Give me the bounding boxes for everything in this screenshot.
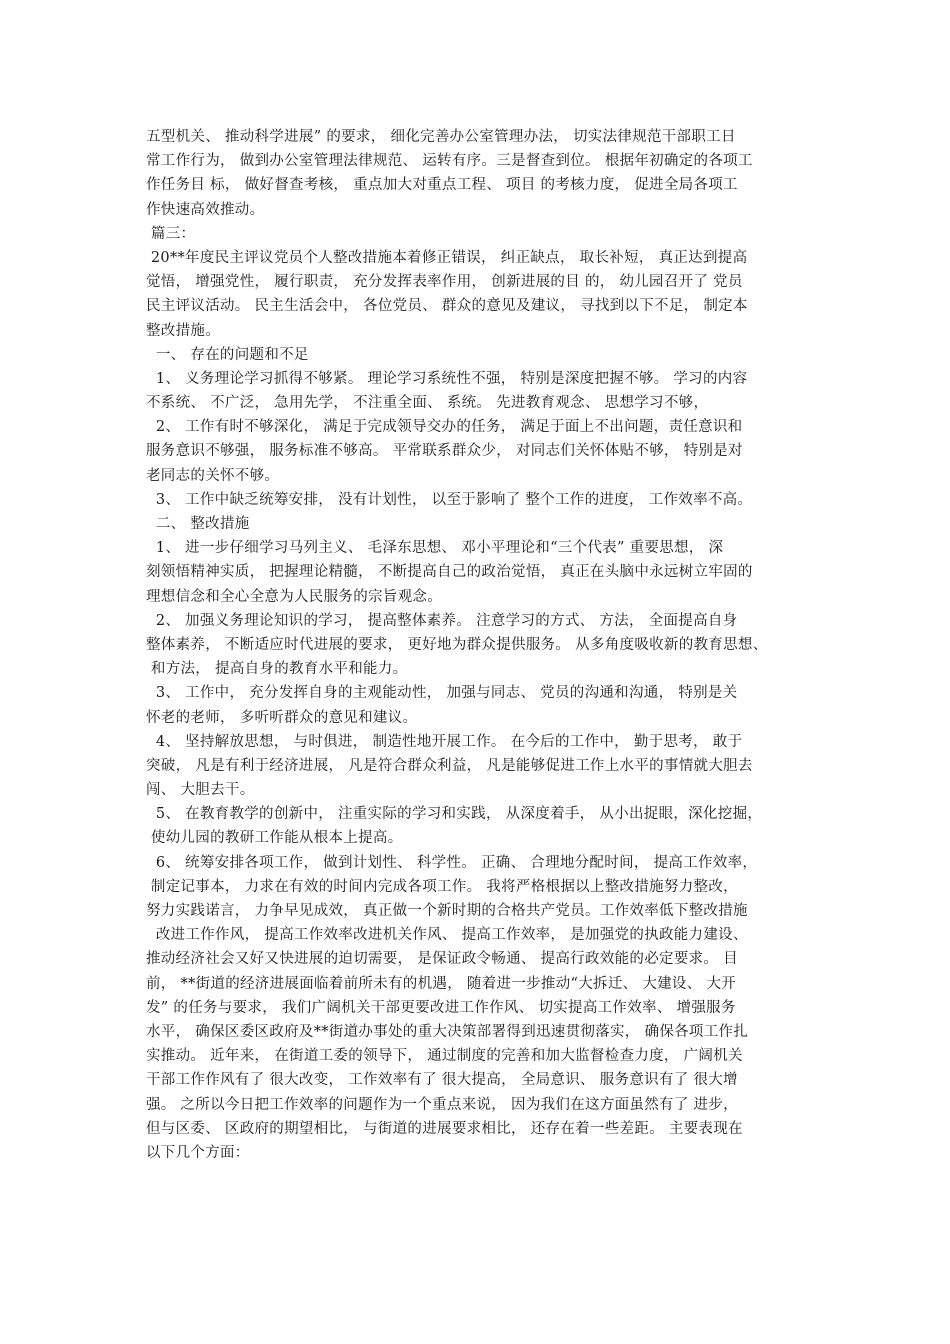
text-line: 20**年度民主评议党员个人整改措施本着修正错误， 纠正缺点， 取长补短， 真正达到提高: [146, 249, 748, 266]
text-line: 强。 之所以今日把工作效率的问题作为一个重点来说， 因为我们在这方面虽然有了 进步，: [146, 1096, 738, 1113]
text-line: 实推动。 近年来， 在街道工委的领导下， 通过制度的完善和加大监督检查力度， 广阔机关: [146, 1048, 743, 1065]
text-line: 民主评议活动。 民主生活会中， 各位党员、 群众的意见及建议， 寻找到以下不足， 制定本: [146, 298, 748, 315]
text-line: 整体素养， 不断适应时代进展的要求， 更好地为群众提供服务。 从多角度吸收新的教育思想、: [146, 636, 768, 653]
text-line: 五型机关、 推动科学进展” 的要求， 细化完善办公室管理办法， 切实法律规范干部职工日: [146, 129, 736, 145]
document-body: [146, 125, 818, 1165]
text-line: 前， **街道的经济进展面临着前所未有的机遇， 随着进一步推动“大拆迁、 大建设、 大开: [146, 975, 737, 992]
text-line: 1、 进一步仔细学习马列主义、 毛泽东思想、 邓小平理论和“三个代表” 重要思想， 深: [146, 540, 724, 557]
text-line: 和方法， 提高自身的教育水平和能力。: [146, 661, 408, 678]
text-line: 2、 加强义务理论知识的学习， 提高整体素养。 注意学习的方式、 方法， 全面提高自身: [146, 612, 738, 629]
text-line: 改进工作作风， 提高工作效率改进机关作风、 提高工作效率， 是加强党的执政能力建设、: [146, 927, 748, 944]
text-line: 3、 工作中缺乏统筹安排， 没有计划性， 以至于影响了 整个工作的进度， 工作效率不高。: [146, 491, 753, 508]
text-line: 5、 在教育教学的创新中， 注重实际的学习和实践， 从深度着手， 从小出捉眼，深化挖掘，: [146, 806, 763, 823]
text-line: 推动经济社会又好又快进展的迫切需要， 是保证政令畅通、 提高行政效能的必定要求。 目: [146, 951, 738, 968]
text-line: 一、 存在的问题和不足: [146, 346, 309, 363]
text-line: 闯、 大胆去干。: [146, 782, 255, 799]
text-line: 老同志的关怀不够。: [146, 467, 280, 484]
text-line: 但与区委、 区政府的期望相比， 与街道的进展要求相比， 还存在着一些差距。 主要表现在: [146, 1120, 743, 1137]
text-line: 不系统、 不广泛， 急用先学， 不注重全面、 系统。 先进教育观念、 思想学习不够，: [146, 395, 709, 412]
text-line: 作快速高效推动。: [146, 201, 265, 218]
text-line: 4、 坚持解放思想， 与时俱进， 制造性地开展工作。 在今后的工作中， 勤于思考， 敢于: [146, 733, 743, 750]
text-line: 理想信念和全心全意为人民服务的宗旨观念。: [146, 588, 442, 605]
text-line: 使幼儿园的教研工作能从根本上提高。: [146, 830, 403, 847]
text-line: 常工作行为， 做到办公室管理法律规范、 运转有序。三是督查到位。 根据年初确定的各项工: [146, 153, 753, 170]
text-line: 以下几个方面：: [146, 1144, 250, 1161]
text-line: 二、 整改措施: [146, 516, 250, 532]
text-line: 3、 工作中， 充分发挥自身的主观能动性， 加强与同志、 党员的沟通和沟通， 特别是关: [146, 685, 738, 702]
text-line: 整改措施。: [146, 322, 220, 339]
text-line: 怀老的老师， 多听听群众的意见和建议。: [146, 709, 418, 726]
text-line: 突破， 凡是有利于经济进展， 凡是符合群众利益， 凡是能够促进工作上水平的事情就大胆去: [146, 757, 753, 774]
text-line: 制定记事本， 力求在有效的时间内完成各项工作。 我将严格根据以上整改措施努力整改，: [146, 878, 738, 895]
text-line: 水平， 确保区委区政府及**街道办事处的重大决策部署得到迅速贯彻落实， 确保各项工作扎: [146, 1023, 749, 1040]
text-line: 作任务目 标， 做好督查考核， 重点加大对重点工程、 项目 的考核力度， 促进全局各项工: [146, 177, 738, 194]
text-line: 干部工作作风有了 很大改变， 工作效率有了 很大提高， 全局意识、 服务意识有了 很大增: [146, 1072, 738, 1089]
text-line: 刻领悟精神实质， 把握理论精髓， 不断提高自己的政治觉悟， 真正在头脑中永远树立牢固的: [146, 564, 753, 581]
text-line: 发” 的任务与要求， 我们广阔机关干部更要改进工作作风、 切实提高工作效率、 增强服务: [146, 999, 736, 1016]
text-line: 1、 义务理论学习抓得不够紧。 理论学习系统性不强， 特别是深度把握不够。 学习的内容: [146, 370, 748, 387]
text-line: 觉悟， 增强党性， 履行职责， 充分发挥表率作用， 创新进展的目 的， 幼儿园召开了 党员: [146, 274, 743, 291]
text-line: 努力实践诺言， 力争早见成效， 真正做一个新时期的合格共产党员。工作效率低下整改措施: [146, 903, 748, 919]
text-line: 6、 统筹安排各项工作， 做到计划性、 科学性。 正确、 合理地分配时间， 提高工作效率，: [146, 854, 758, 871]
text-line: 服务意识不够强， 服务标准不够高。 平常联系群众少， 对同志们关怀体贴不够， 特别是对: [146, 443, 743, 460]
text-line: 2、 工作有时不够深化， 满足于完成领导交办的任务， 满足于面上不出问题，责任意识和: [146, 419, 743, 436]
text-line: 篇三：: [146, 225, 196, 242]
